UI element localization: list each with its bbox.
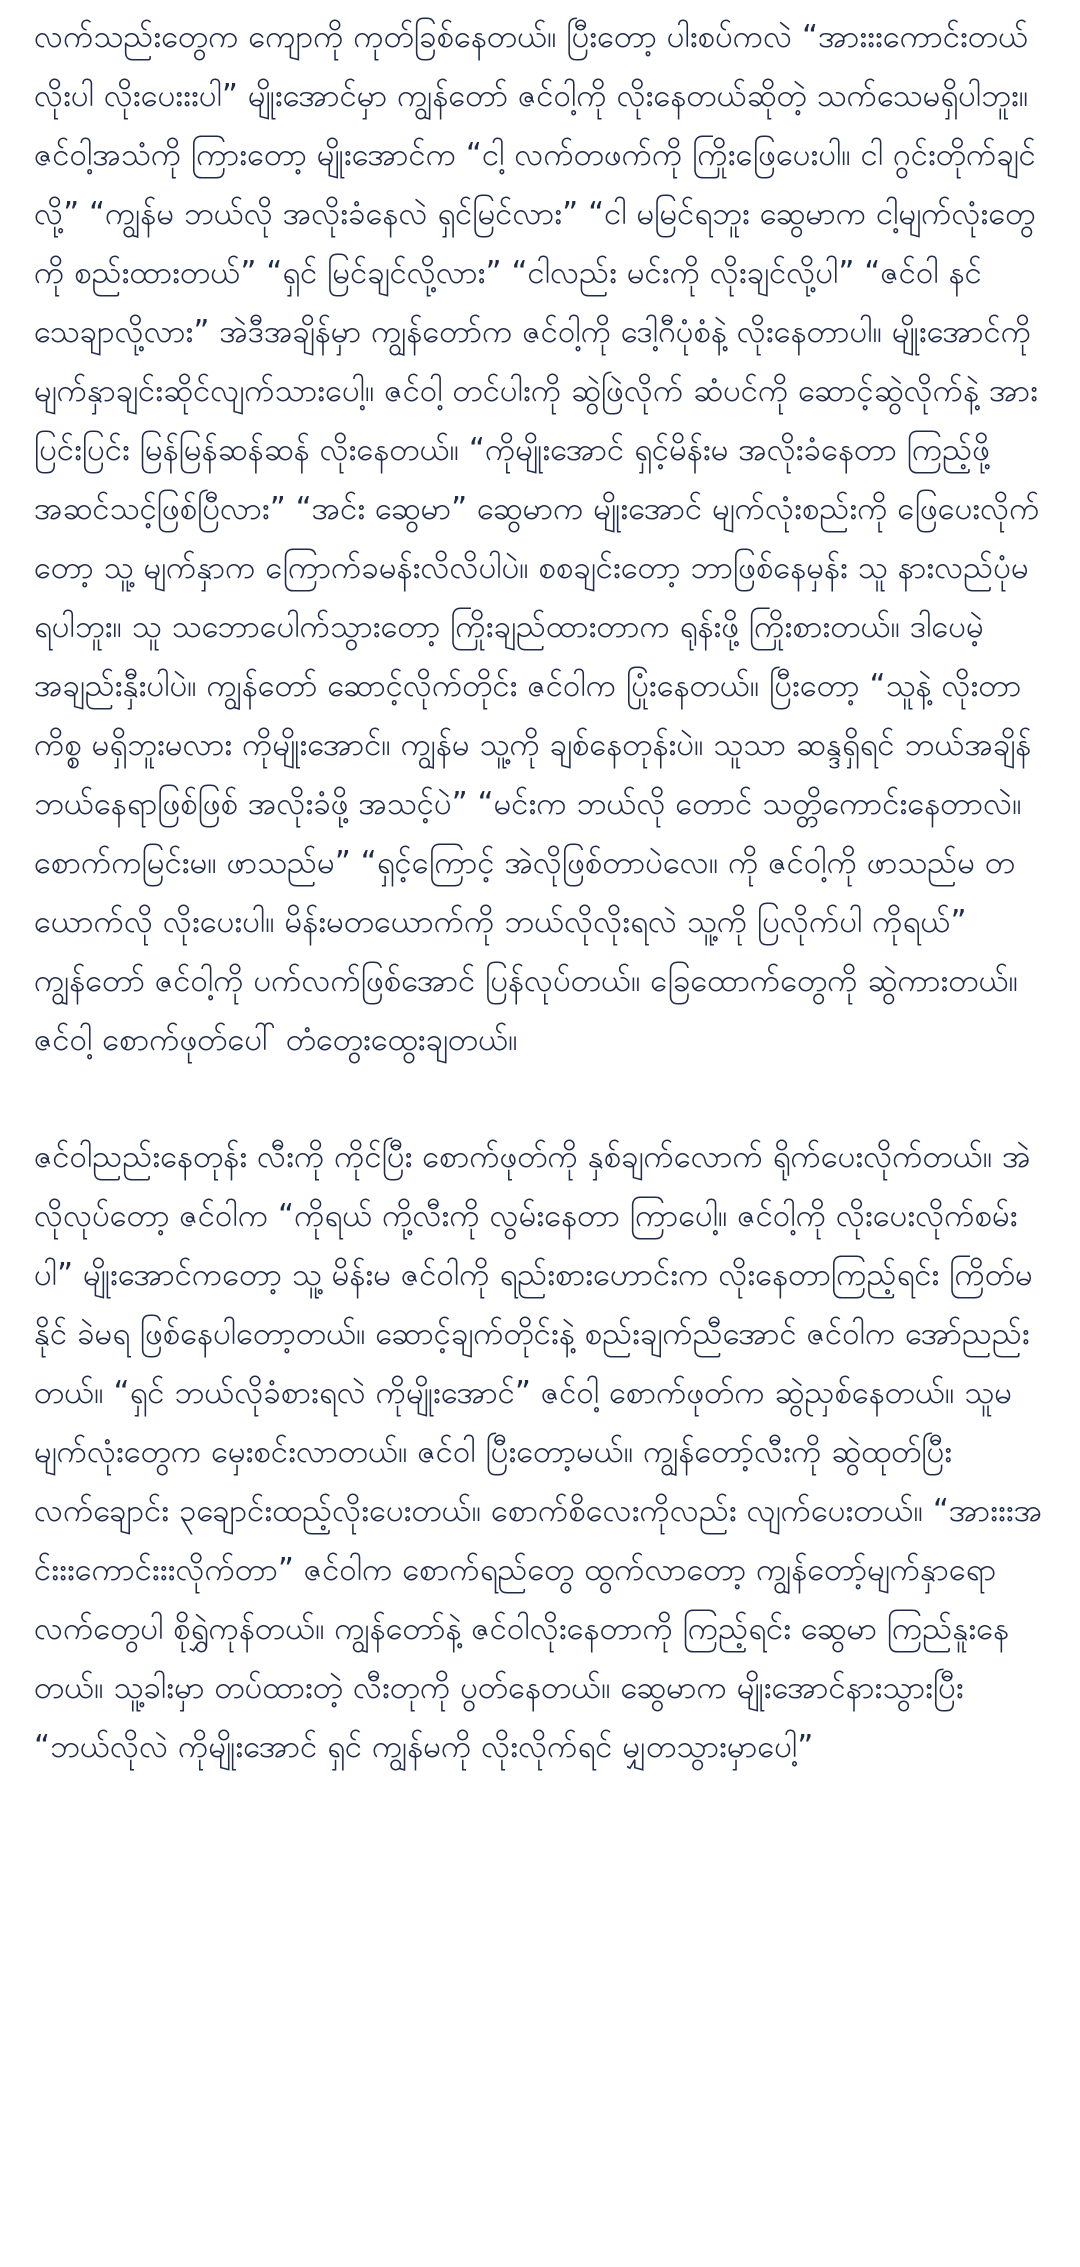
story-paragraph: ဇင်ဝါညည်းနေတုန်း လီးကို ကိုင်ပြီး စောက်ဖုတ်ကို နှစ်ချက်လောက် ရိုက်ပေးလိုက်တယ်။ အဲလိုလုပ်တော့ ဇင်ဝါက “ကိုရယ် ကို့လီးကို လွမ်းနေတာ ကြာပေါ့။ ဇင်ဝါ့ကို လိုးပေးလိုက်စမ်းပါ” မျိုးအောင်ကတော့ သူ့ မိန်းမ ဇင်ဝါကို ရည်းစားဟောင်းက လိုးနေတာကြည့်ရင်း ကြိတ်မနိုင် ခဲမရ ဖြစ်နေပါတော့တယ်။ ဆောင့်ချက်တိုင်းနဲ့ စည်းချက်ညီအောင် ဇင်ဝါက အော်ညည်းတယ်။ “ရှင် ဘယ်လိုခံစားရလဲ ကိုမျိုးအောင်” ဇင်ဝါ့ စောက်ဖုတ်က ဆွဲညှစ်နေတယ်။ သူမ မျက်လုံးတွေက မှေးစင်းလာတယ်။ ဇင်ဝါ ပြီးတော့မယ်။ ကျွန်တော့်လီးကို ဆွဲထုတ်ပြီး လက်ချောင်း ၃ချောင်းထည့်လိုးပေးတယ်။ စောက်စိလေးကိုလည်း လျက်ပေးတယ်။ “အားးးအင်းးးကောင်းးးလိုက်တာ” ဇင်ဝါက စောက်ရည်တွေ ထွက်လာတော့ ကျွန်တော့်မျက်နှာရော လက်တွေပါ စိုရွှဲကုန်တယ်။ ကျွန်တော်နဲ့ ဇင်ဝါလိုးနေတာကို ကြည့်ရင်း ဆွေမာ ကြည်နူးနေတယ်။ သူ့ခါးမှာ တပ်ထားတဲ့ လီးတုကို ပွတ်နေတယ်။ ဆွေမာက မျိုးအောင်နားသွားပြီး “ဘယ်လိုလဲ ကိုမျိုးအောင် ရှင် ကျွန်မကို လိုးလိုက်ရင် မျှတသွားမှာပေါ့” — [34, 1139, 1043, 1765]
scroll-area[interactable] — [1070, 0, 1076, 2267]
story-paragraph: လက်သည်းတွေက ကျောကို ကုတ်ခြစ်နေတယ်။ ပြီးတော့ ပါးစပ်ကလဲ “အားးးကောင်းတယ် လိုးပါ လိုးပေးးးပါ” မျိုးအောင်မှာ ကျွန်တော် ဇင်ဝါ့ကို လိုးနေတယ်ဆိုတဲ့ သက်သေမရှိပါဘူး။ ဇင်ဝါ့အသံကို ကြားတော့ မျိုးအောင်က “ငါ့ လက်တဖက်ကို ကြိုးဖြေပေးပါ။ ငါ ဂွင်းတိုက်ချင်လို့” “ကျွန်မ ဘယ်လို အလိုးခံနေလဲ ရှင်မြင်လား” “ငါ မမြင်ရဘူး ဆွေမာက ငါ့မျက်လုံးတွေကို စည်းထားတယ်” “ရှင် မြင်ချင်လို့လား” “ငါလည်း မင်းကို လိုးချင်လို့ပါ” “ဇင်ဝါ နင်သေချာလို့လား” အဲဒီအချိန်မှာ ကျွန်တော်က ဇင်ဝါ့ကို ဒေါ့ဂီပုံစံနဲ့ လိုးနေတာပါ။ မျိုးအောင်ကို မျက်နှာချင်းဆိုင်လျက်သားပေါ့။ ဇင်ဝါ့ တင်ပါးကို ဆွဲဖြဲလိုက် ဆံပင်ကို ဆောင့်ဆွဲလိုက်နဲ့ အားပြင်းပြင်း မြန်မြန်ဆန်ဆန် လိုးနေတယ်။ “ကိုမျိုးအောင် ရှင့်မိန်းမ အလိုးခံနေတာ ကြည့်ဖို့ အဆင်သင့်ဖြစ်ပြီလား” “အင်း ဆွေမာ” ဆွေမာက မျိုးအောင် မျက်လုံးစည်းကို ဖြေပေးလိုက်တော့ သူ့ မျက်နှာက ကြောက်ခမန်းလိလိပါပဲ။ စစချင်းတော့ ဘာဖြစ်နေမှန်း သူ နားလည်ပုံမရပါဘူး။ သူ သဘောပေါက်သွားတော့ ကြိုးချည်ထားတာက ရုန်းဖို့ ကြိုးစားတယ်။ ဒါပေမဲ့ အချည်းနှီးပါပဲ။ ကျွန်တော် ဆောင့်လိုက်တိုင်း ဇင်ဝါက ပြုံးနေတယ်။ ပြီးတော့ “သူနဲ့ လိုးတာ ကိစ္စ မရှိဘူးမလား ကိုမျိုးအောင်။ ကျွန်မ သူ့ကို ချစ်နေတုန်းပဲ။ သူသာ ဆန္ဒရှိရင် ဘယ်အချိန် ဘယ်နေရာဖြစ်ဖြစ် အလိုးခံဖို့ အသင့်ပဲ” “မင်းက ဘယ်လို တောင် သတ္တိကောင်းနေတာလဲ။ စောက်ကမြင်းမ။ ဖာသည်မ” “ရှင့်ကြောင့် အဲလိုဖြစ်တာပဲလေ။ ကို ဇင်ဝါ့ကို ဖာသည်မ တယောက်လို လိုးပေးပါ။ မိန်းမတယောက်ကို ဘယ်လိုလိုးရလဲ သူ့ကို ပြလိုက်ပါ ကိုရယ်” ကျွန်တော် ဇင်ဝါ့ကို ပက်လက်ဖြစ်အောင် ပြန်လုပ်တယ်။ ခြေထောက်တွေကို ဆွဲကားတယ်။ ဇင်ဝါ့ စောက်ဖုတ်ပေါ် တံတွေးထွေးချတယ်။ — [34, 19, 1040, 1058]
